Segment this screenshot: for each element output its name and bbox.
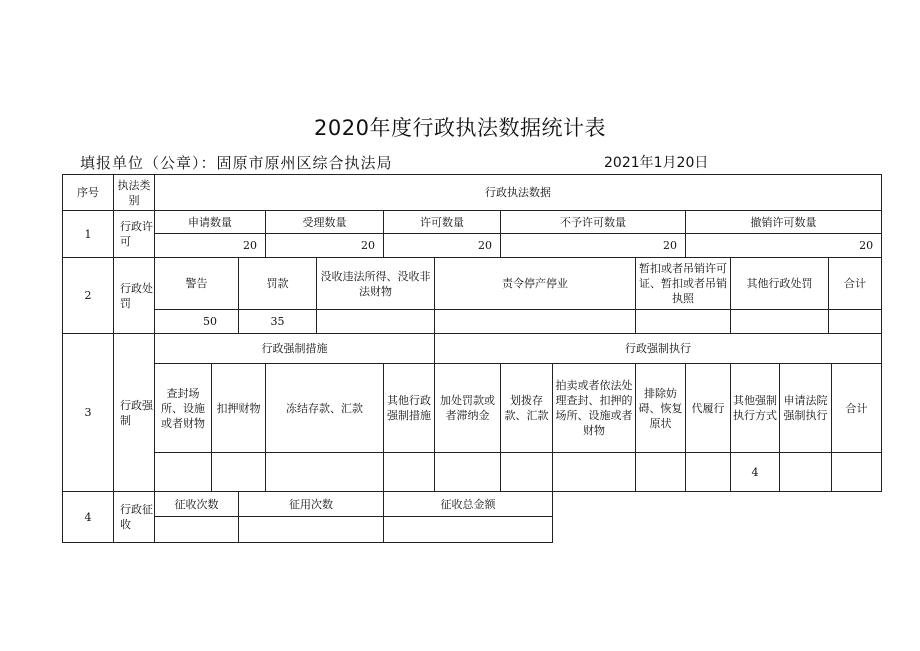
levy-val-requisition xyxy=(239,517,384,543)
coercion-val-perform xyxy=(686,453,731,492)
header-row xyxy=(63,175,882,211)
coercion-header-row xyxy=(63,364,882,453)
coercion-col-seize: 扣押财物 xyxy=(212,364,266,453)
coercion-col-perform: 代履行 xyxy=(686,364,731,453)
coercion-execution-label: 行政强制执行 xyxy=(435,334,882,364)
permit-value-row xyxy=(63,234,882,258)
coercion-col-other-measure: 其他行政强制措施 xyxy=(384,364,435,453)
coercion-val-court xyxy=(780,453,832,492)
coercion-col-court: 申请法院强制执行 xyxy=(780,364,832,453)
coercion-val-late-fee xyxy=(435,453,501,492)
levy-category: 行政征收 xyxy=(114,492,155,543)
coercion-val-seize xyxy=(212,453,266,492)
levy-blank xyxy=(553,492,882,543)
levy-val-amount xyxy=(384,517,553,543)
levy-col-requisition: 征用次数 xyxy=(239,492,384,517)
coercion-col-transfer: 划拨存款、汇款 xyxy=(501,364,553,453)
coercion-col-late-fee: 加处罚款或者滞纳金 xyxy=(435,364,501,453)
coercion-col-freeze: 冻结存款、汇款 xyxy=(266,364,384,453)
coercion-category: 行政强制 xyxy=(114,334,155,492)
coercion-col-seal: 查封场所、设施或者财物 xyxy=(155,364,212,453)
coercion-col-total: 合计 xyxy=(832,364,882,453)
coercion-value-row xyxy=(63,453,882,492)
levy-val-count xyxy=(155,517,239,543)
coercion-val-auction xyxy=(553,453,636,492)
coercion-col-auction: 拍卖或者依法处理查封、扣押的场所、设施或者财物 xyxy=(553,364,636,453)
penalty-val-suspend xyxy=(435,310,636,334)
header-data: 行政执法数据 xyxy=(155,175,882,211)
permit-col-grant: 许可数量 xyxy=(384,211,501,234)
coercion-measures-label: 行政强制措施 xyxy=(155,334,435,364)
penalty-col-confiscate: 没收违法所得、没收非法财物 xyxy=(317,258,435,310)
page-title: 2020年度行政执法数据统计表 xyxy=(314,116,606,140)
levy-col-amount: 征收总金额 xyxy=(384,492,553,517)
permit-col-revoke: 撤销许可数量 xyxy=(686,211,882,234)
penalty-val-warning: 50 xyxy=(155,310,239,334)
penalty-col-suspend: 责令停产停业 xyxy=(435,258,636,310)
permit-val-grant: 20 xyxy=(384,234,501,258)
permit-val-accept: 20 xyxy=(266,234,384,258)
permit-header-row xyxy=(63,211,882,234)
levy-col-count: 征收次数 xyxy=(155,492,239,517)
coercion-col-remove: 排除妨碍、恢复原状 xyxy=(636,364,686,453)
coercion-group-row xyxy=(63,334,882,364)
header-category: 执法类别 xyxy=(114,175,155,211)
permit-category: 行政许可 xyxy=(114,211,155,258)
penalty-col-warning: 警告 xyxy=(155,258,239,310)
penalty-val-revoke-license xyxy=(636,310,731,334)
penalty-val-total xyxy=(829,310,882,334)
permit-col-accept: 受理数量 xyxy=(266,211,384,234)
coercion-val-other-exec: 4 xyxy=(731,453,780,492)
coercion-col-other-exec: 其他强制执行方式 xyxy=(731,364,780,453)
reporting-unit: 填报单位（公章）：固原市原州区综合执法局 xyxy=(80,154,393,172)
penalty-col-other: 其他行政处罚 xyxy=(731,258,829,310)
penalty-col-revoke-license: 暂扣或者吊销许可证、暂扣或者吊销执照 xyxy=(636,258,731,310)
levy-seq: 4 xyxy=(63,492,114,543)
penalty-val-fine: 35 xyxy=(239,310,317,334)
permit-val-deny: 20 xyxy=(501,234,686,258)
penalty-col-total: 合计 xyxy=(829,258,882,310)
statistics-table xyxy=(62,174,882,543)
coercion-val-total xyxy=(832,453,882,492)
permit-col-apply: 申请数量 xyxy=(155,211,266,234)
penalty-value-row xyxy=(63,310,882,334)
penalty-seq: 2 xyxy=(63,258,114,334)
penalty-val-confiscate xyxy=(317,310,435,334)
permit-col-deny: 不予许可数量 xyxy=(501,211,686,234)
penalty-header-row xyxy=(63,258,882,310)
penalty-val-other xyxy=(731,310,829,334)
coercion-val-remove xyxy=(636,453,686,492)
coercion-val-other-measure xyxy=(384,453,435,492)
coercion-val-transfer xyxy=(501,453,553,492)
report-date: 2021年1月20日 xyxy=(604,155,709,171)
coercion-val-freeze xyxy=(266,453,384,492)
coercion-seq: 3 xyxy=(63,334,114,492)
levy-header-row xyxy=(63,492,882,517)
penalty-category: 行政处罚 xyxy=(114,258,155,334)
coercion-val-seal xyxy=(155,453,212,492)
permit-val-revoke: 20 xyxy=(686,234,882,258)
permit-seq: 1 xyxy=(63,211,114,258)
permit-val-apply: 20 xyxy=(155,234,266,258)
header-seq: 序号 xyxy=(63,175,114,211)
penalty-col-fine: 罚款 xyxy=(239,258,317,310)
